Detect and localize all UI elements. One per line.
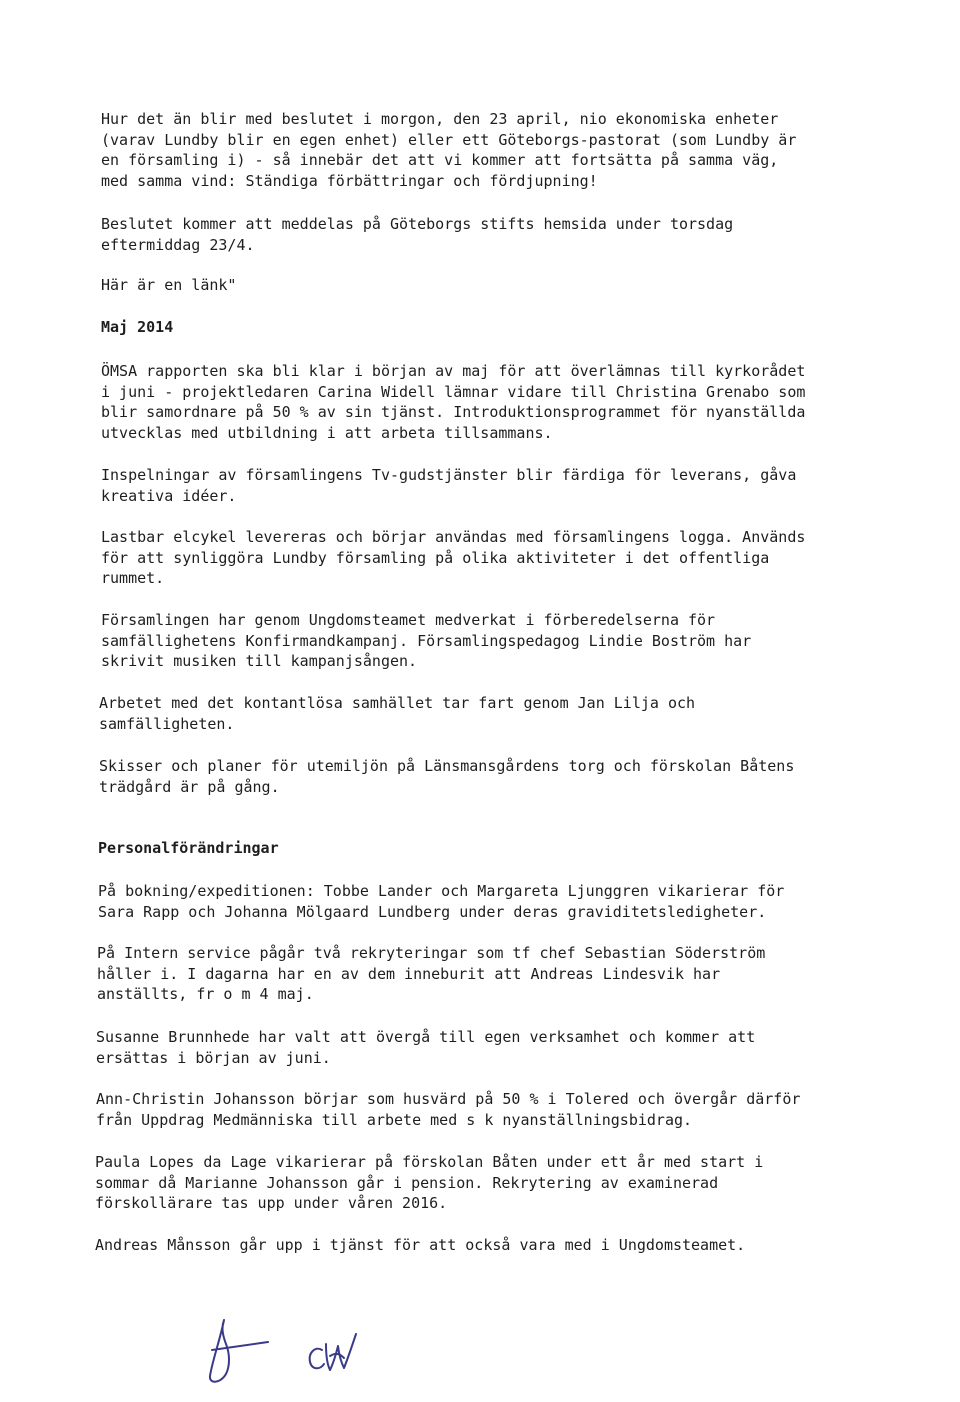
paragraph-announcement: Beslutet kommer att meddelas på Göteborgs stifts hemsida under torsdag eftermiddag 23/4. (101, 215, 734, 254)
paragraph-omsa: ÖMSA rapporten ska bli klar i början av maj för att överlämnas till kyrkorådet i juni - projektledaren Carina Widell lämnar vidare till Christina Grenabo som blir samordnare på 50 % av sin tjänst. Introduktionsprogrammet för nyanställda utvecklas med utbildning i att arbeta tillsammans. (101, 362, 806, 442)
paragraph-johansson: Ann-Christin Johansson börjar som husvärd på 50 % i Tolered och övergår därför från Uppdrag Medmänniska till arbete med s k nyanställningsbidrag. (96, 1090, 801, 1129)
paragraph-brunnhede: Susanne Brunnhede har valt att övergå till egen verksamhet och kommer att ersättas i början av juni. (96, 1028, 756, 1067)
paragraph-youth-team: Församlingen har genom Ungdomsteamet medverkat i förberedelserna för samfällighetens Konfirmandkampanj. Församlingspedagog Lindie Boström har skrivit musiken till kampanjsången. (101, 611, 752, 670)
paragraph-recordings: Inspelningar av församlingens Tv-gudstjänster blir färdiga för leverans, gåva kreativa idéer. (101, 466, 797, 505)
paragraph-link: Här är en länk" (101, 276, 237, 294)
paragraph-decision: Hur det än blir med beslutet i morgon, den 23 april, nio ekonomiska enheter (varav Lundby blir en egen enhet) eller ett Göteborgs-pastorat (som Lundby är en församling i) - så innebär det att vi kommer att fortsätta på samma väg, med samma vind: Ständiga förbättringar och fördjupning! (101, 110, 797, 190)
handwritten-initials (190, 1310, 390, 1390)
paragraph-lopes: Paula Lopes da Lage vikarierar på förskolan Båten under ett år med start i sommar då Marianne Johansson går i pension. Rekrytering av examinerad förskollärare tas upp under våren 2016. (95, 1153, 764, 1212)
signature-initial-2 (310, 1334, 356, 1370)
paragraph-cashless: Arbetet med det kontantlösa samhället tar fart genom Jan Lilja och samfälligheten. (99, 694, 696, 733)
paragraph-bike: Lastbar elcykel levereras och börjar användas med församlingens logga. Används för att synliggöra Lundby församling på olika aktiviteter i det offentliga rummet. (101, 528, 806, 587)
paragraph-mansson: Andreas Månsson går upp i tjänst för att också vara med i Ungdomsteamet. (95, 1236, 746, 1254)
section-heading-personnel: Personalförändringar (98, 839, 279, 857)
paragraph-intern-service: På Intern service pågår två rekryteringar som tf chef Sebastian Söderström håller i. I dagarna har en av dem inneburit att Andreas Lindesvik har anställts, fr o m 4 maj. (97, 944, 766, 1003)
section-heading-may: Maj 2014 (101, 318, 174, 336)
paragraph-booking: På bokning/expeditionen: Tobbe Lander och Margareta Ljunggren vikarierar för Sara Rapp och Johanna Mölgaard Lundberg under deras graviditetsledigheter. (98, 882, 785, 921)
paragraph-outdoor: Skisser och planer för utemiljön på Länsmansgårdens torg och förskolan Båtens trädgård är på gång. (99, 757, 795, 796)
signature-initial-1 (210, 1320, 268, 1382)
